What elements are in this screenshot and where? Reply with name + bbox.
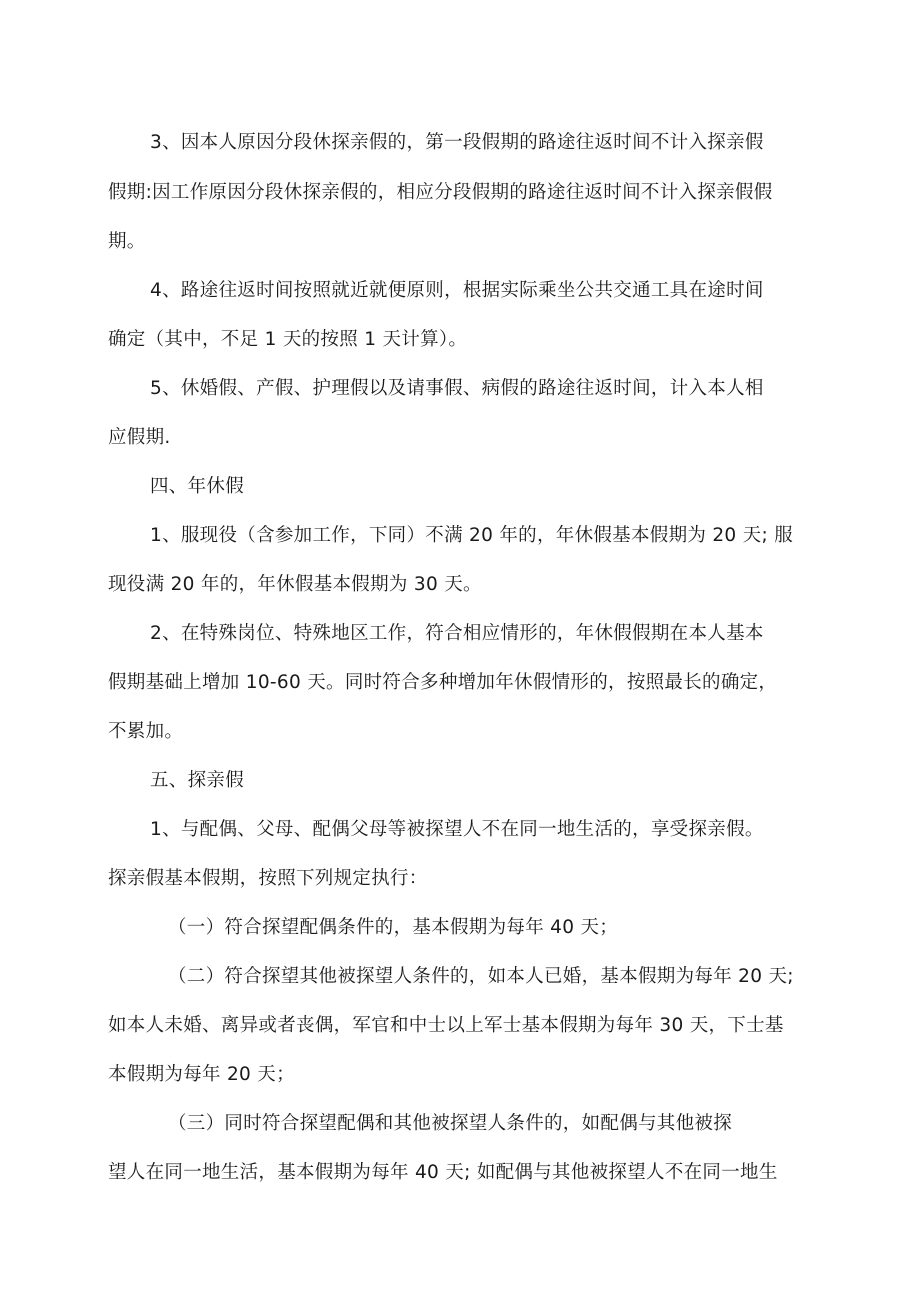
section-heading-family-visit-leave: 五、探亲假 bbox=[150, 770, 245, 791]
paragraph-line: 望人在同一地生活，基本假期为每年 40 天; 如配偶与其他被探望人不在同一地生 bbox=[108, 1162, 778, 1183]
list-item-line: （三）同时符合探望配偶和其他被探望人条件的，如配偶与其他被探 bbox=[168, 1113, 733, 1134]
paragraph-line: 1、服现役（含参加工作，下同）不满 20 年的，年休假基本假期为 20 天; 服 bbox=[150, 525, 793, 546]
paragraph-line: 1、与配偶、父母、配偶父母等被探望人不在同一地生活的，享受探亲假。 bbox=[150, 819, 764, 840]
paragraph-line: 如本人未婚、离异或者丧偶，军官和中士以上军士基本假期为每年 30 天，下士基 bbox=[108, 1015, 784, 1036]
list-item-line: （一）符合探望配偶条件的，基本假期为每年 40 天； bbox=[168, 917, 619, 938]
paragraph-line: 探亲假基本假期，按照下列规定执行： bbox=[108, 868, 428, 889]
paragraph-line: 5、休婚假、产假、护理假以及请事假、病假的路途往返时间，计入本人相 bbox=[150, 378, 764, 399]
paragraph-line: 本假期为每年 20 天； bbox=[108, 1064, 295, 1085]
paragraph-line: 期。 bbox=[108, 231, 146, 252]
paragraph-line: 4、路途往返时间按照就近就便原则，根据实际乘坐公共交通工具在途时间 bbox=[150, 280, 764, 301]
paragraph-line: 假期:因工作原因分段休探亲假的，相应分段假期的路途往返时间不计入探亲假假 bbox=[108, 182, 773, 203]
paragraph-line: 2、在特殊岗位、特殊地区工作，符合相应情形的，年休假假期在本人基本 bbox=[150, 623, 764, 644]
paragraph-line: 确定（其中，不足 1 天的按照 1 天计算）。 bbox=[108, 329, 468, 350]
list-item-line: （二）符合探望其他被探望人条件的，如本人已婚，基本假期为每年 20 天; bbox=[168, 966, 794, 987]
paragraph-line: 3、因本人原因分段休探亲假的，第一段假期的路途往返时间不计入探亲假 bbox=[150, 132, 764, 153]
paragraph-line: 应假期. bbox=[108, 427, 171, 448]
paragraph-line: 不累加。 bbox=[108, 721, 184, 742]
section-heading-annual-leave: 四、年休假 bbox=[150, 476, 245, 497]
paragraph-line: 现役满 20 年的，年休假基本假期为 30 天。 bbox=[108, 574, 482, 595]
paragraph-line: 假期基础上增加 10-60 天。同时符合多种增加年休假情形的，按照最长的确定， bbox=[108, 672, 778, 693]
